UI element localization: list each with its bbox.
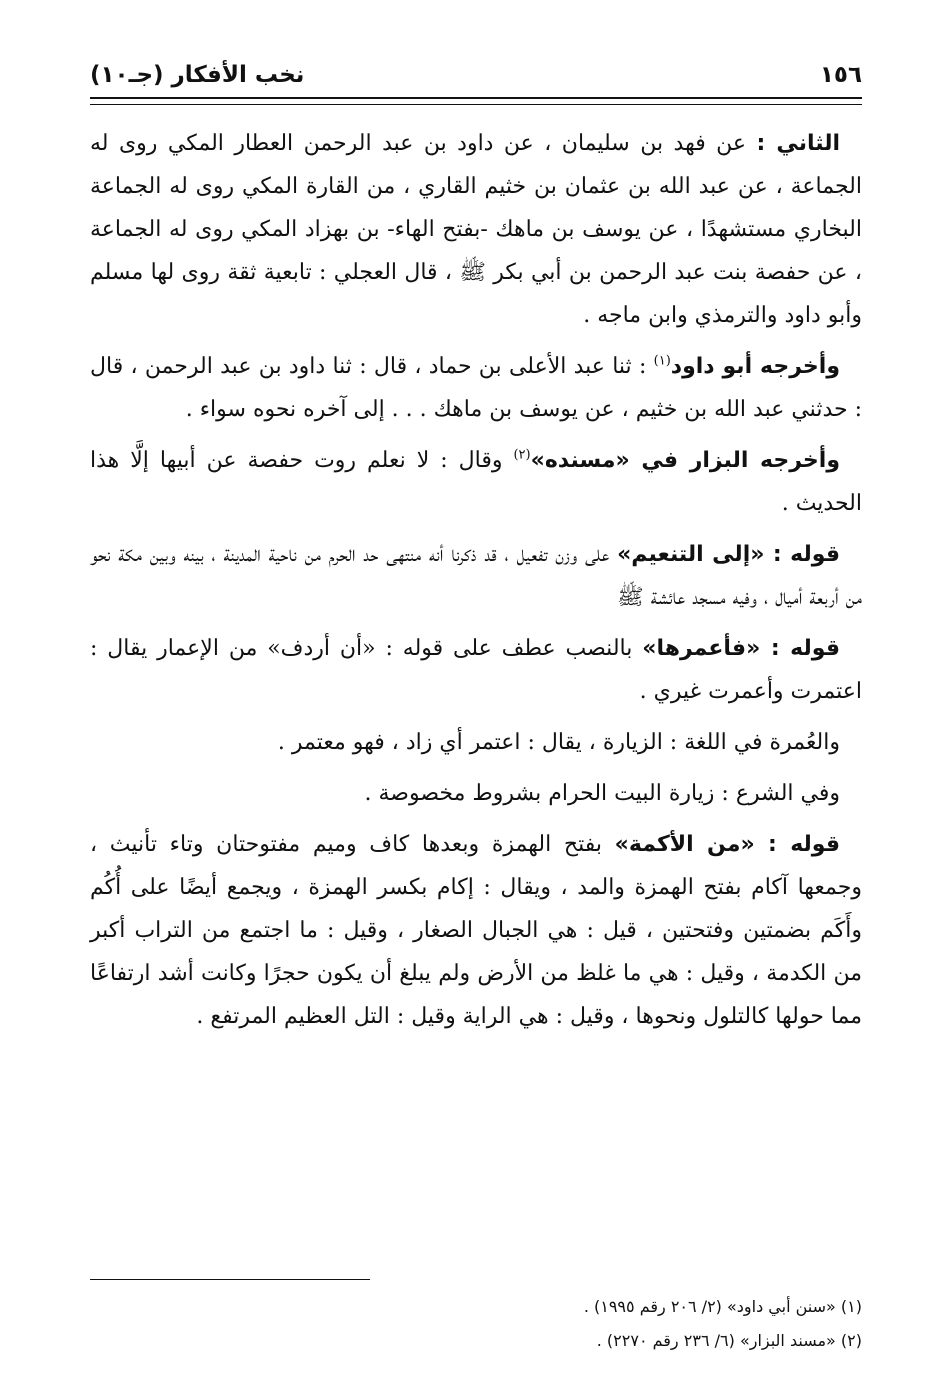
page-number: ١٥٦ [819,62,862,88]
paragraph-akama [90,823,862,1038]
header-divider [90,97,862,105]
page-header [90,58,862,94]
paragraph-text: بالنصب عطف على قوله : «أن أردف» من الإعمار يقال : اعتمرت وأعمرت غيري . [90,636,862,704]
footnote-divider [90,1279,370,1280]
footnote-2: (٢) «مسند البزار» (٦/ ٢٣٦ رقم ٢٢٧٠) . [596,1331,862,1350]
paragraph-text: والعُمرة في اللغة : الزيارة ، يقال : اعتمر أي زاد ، فهو معتمر . [277,730,840,755]
paragraph-lead: وأخرجه البزار في «مسنده» [530,448,840,473]
book-title: نخب الأفكار (جـ١٠) [90,62,305,88]
footnote-1: (١) «سنن أبي داود» (٢/ ٢٠٦ رقم ١٩٩٥) . [583,1297,862,1316]
footnote-ref-2: (٢) [513,447,531,463]
paragraph-text: عن فهد بن سليمان ، عن داود بن عبد الرحمن العطار المكي روى له الجماعة ، عن عبد الله بن عثمان بن خثيم القاري ، من القارة المكي روى له الجماعة البخاري مستشهدًا ، عن يوسف بن ماهك -بفتح الهاء- بن بهزاد المكي روى له الجماعة ، عن حفصة بنت عبد الرحمن بن أبي بكر ﷺ ، قال العجلي : تابعية ثقة روى لها مسلم وأبو داود والترمذي وابن ماجه . [90,131,862,328]
paragraph-thani [90,122,862,337]
paragraph-text: وفي الشرع : زيارة البيت الحرام بشروط مخصوصة . [364,781,840,806]
paragraph-text: وقال : لا نعلم روت حفصة عن أبيها إلَّا هذا الحديث . [90,448,862,516]
paragraph-lead: الثاني : [756,131,840,156]
paragraph-lead: قوله : «فأعمرها» [642,636,840,661]
paragraph-abu-dawud [90,345,862,431]
book-page [90,58,862,1350]
paragraph-lead: قوله : «إلى التنعيم» [617,542,840,567]
footnotes [90,1290,862,1358]
paragraph-text: : ثنا عبد الأعلى بن حماد ، قال : ثنا داود بن عبد الرحمن ، قال : حدثني عبد الله بن خثيم ، عن يوسف بن ماهك . . . إلى آخره نحوه سواء . [90,354,862,422]
paragraph-umra-lugha [90,721,862,764]
main-text [90,122,862,1046]
paragraph-text: بفتح الهمزة وبعدها كاف وميم مفتوحتان وتاء تأنيث ، وجمعها آكام بفتح الهمزة والمد ، ويقال : إكام بكسر الهمزة ، ويجمع أيضًا على أُكُم وأَكَم بضمتين وفتحتين ، قيل : هي الجبال الصغار ، وقيل : ما اجتمع من التراب أكبر من الكدمة ، وقيل : هي ما غلظ من الأرض ولم يبلغ أن يكون حجرًا وكانت أشد ارتفاعًا مما حولها كالتلول ونحوها ، وقيل : هي الراية وقيل : التل العظيم المرتفع . [90,832,862,1029]
footnote-ref-1: (١) [653,353,671,369]
paragraph-bazzar [90,439,862,525]
paragraph-lead: وأخرجه أبو داود [670,354,840,379]
paragraph-tanim [90,533,862,619]
paragraph-faamirha [90,627,862,713]
paragraph-text: على وزن تفعيل ، قد ذكرنا أنه منتهى حد الحرم من ناحية المدينة ، بينه وبين مكة نحو من أربعة أميال ، وفيه مسجد عائشة ﷺ [90,542,862,610]
paragraph-lead: قوله : «من الأكمة» [614,832,840,857]
paragraph-umra-shar [90,772,862,815]
